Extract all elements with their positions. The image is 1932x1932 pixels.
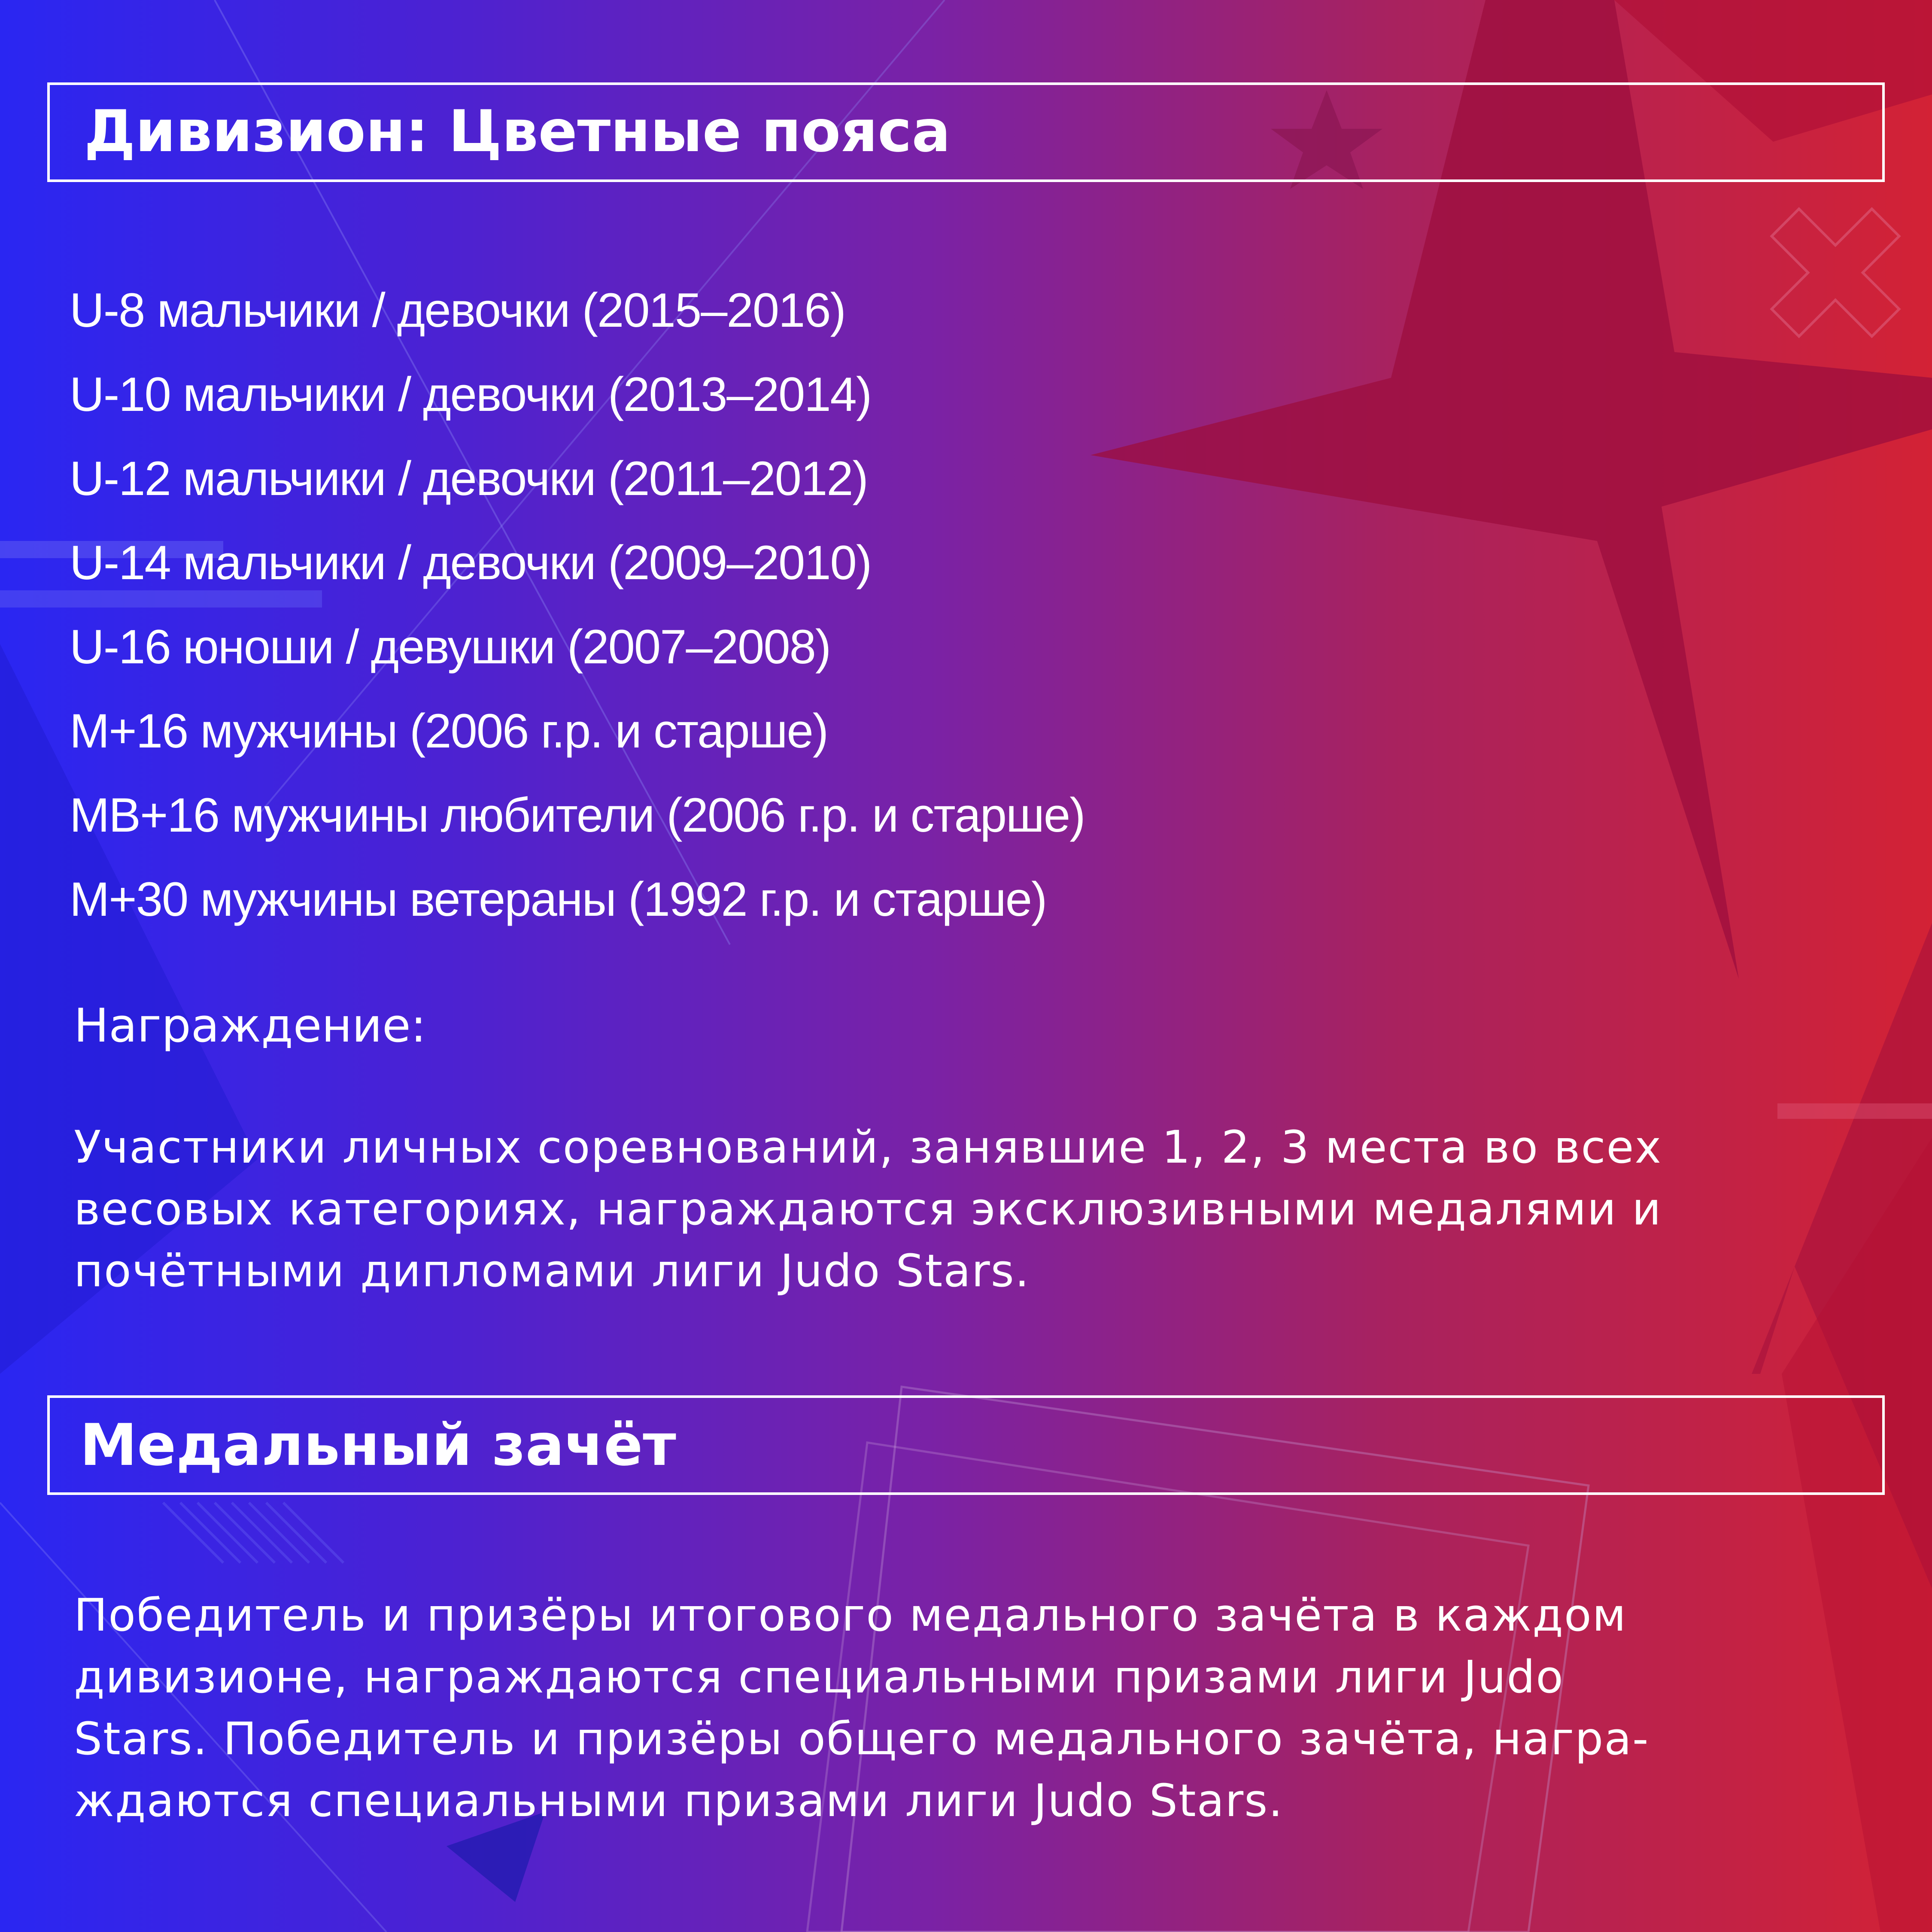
medal-line: Победитель и призёры итогового медального зачёта в каждом xyxy=(74,1589,1627,1641)
medal-line: Stars. Победитель и призёры общего медального зачёта, награ- xyxy=(74,1713,1649,1765)
medal-title-box xyxy=(47,1395,1885,1495)
award-label: Награждение: xyxy=(74,999,426,1053)
category-item: M+16 мужчины (2006 г.р. и старше) xyxy=(70,704,828,758)
medal-paragraph xyxy=(74,1584,1886,1832)
medal-line: ждаются специальными призами лиги Judo Stars. xyxy=(74,1774,1284,1827)
medal-title: Медальный зачёт xyxy=(80,1412,676,1479)
award-line: почётными дипломами лиги Judo Stars. xyxy=(74,1245,1030,1297)
division-title: Дивизион: Цветные пояса xyxy=(84,98,951,165)
medal-line: дивизионе, награждаются специальными призами лиги Judo xyxy=(74,1651,1564,1703)
award-line: Участники личных соревнований, занявшие 1, 2, 3 места во всех xyxy=(74,1121,1662,1173)
division-title-box xyxy=(47,82,1885,182)
award-paragraph xyxy=(74,1116,1886,1302)
category-item: M+30 мужчины ветераны (1992 г.р. и старше) xyxy=(70,872,1047,926)
category-item: U-16 юноши / девушки (2007–2008) xyxy=(70,620,831,674)
category-list xyxy=(70,268,1085,942)
category-item: U-10 мальчики / девочки (2013–2014) xyxy=(70,368,872,421)
category-item: U-8 мальчики / девочки (2015–2016) xyxy=(70,283,845,337)
category-item: MB+16 мужчины любители (2006 г.р. и старше) xyxy=(70,788,1085,842)
category-item: U-14 мальчики / девочки (2009–2010) xyxy=(70,536,872,589)
award-line: весовых категориях, награждаются эксклюзивными медалями и xyxy=(74,1183,1662,1235)
category-item: U-12 мальчики / девочки (2011–2012) xyxy=(70,452,868,505)
